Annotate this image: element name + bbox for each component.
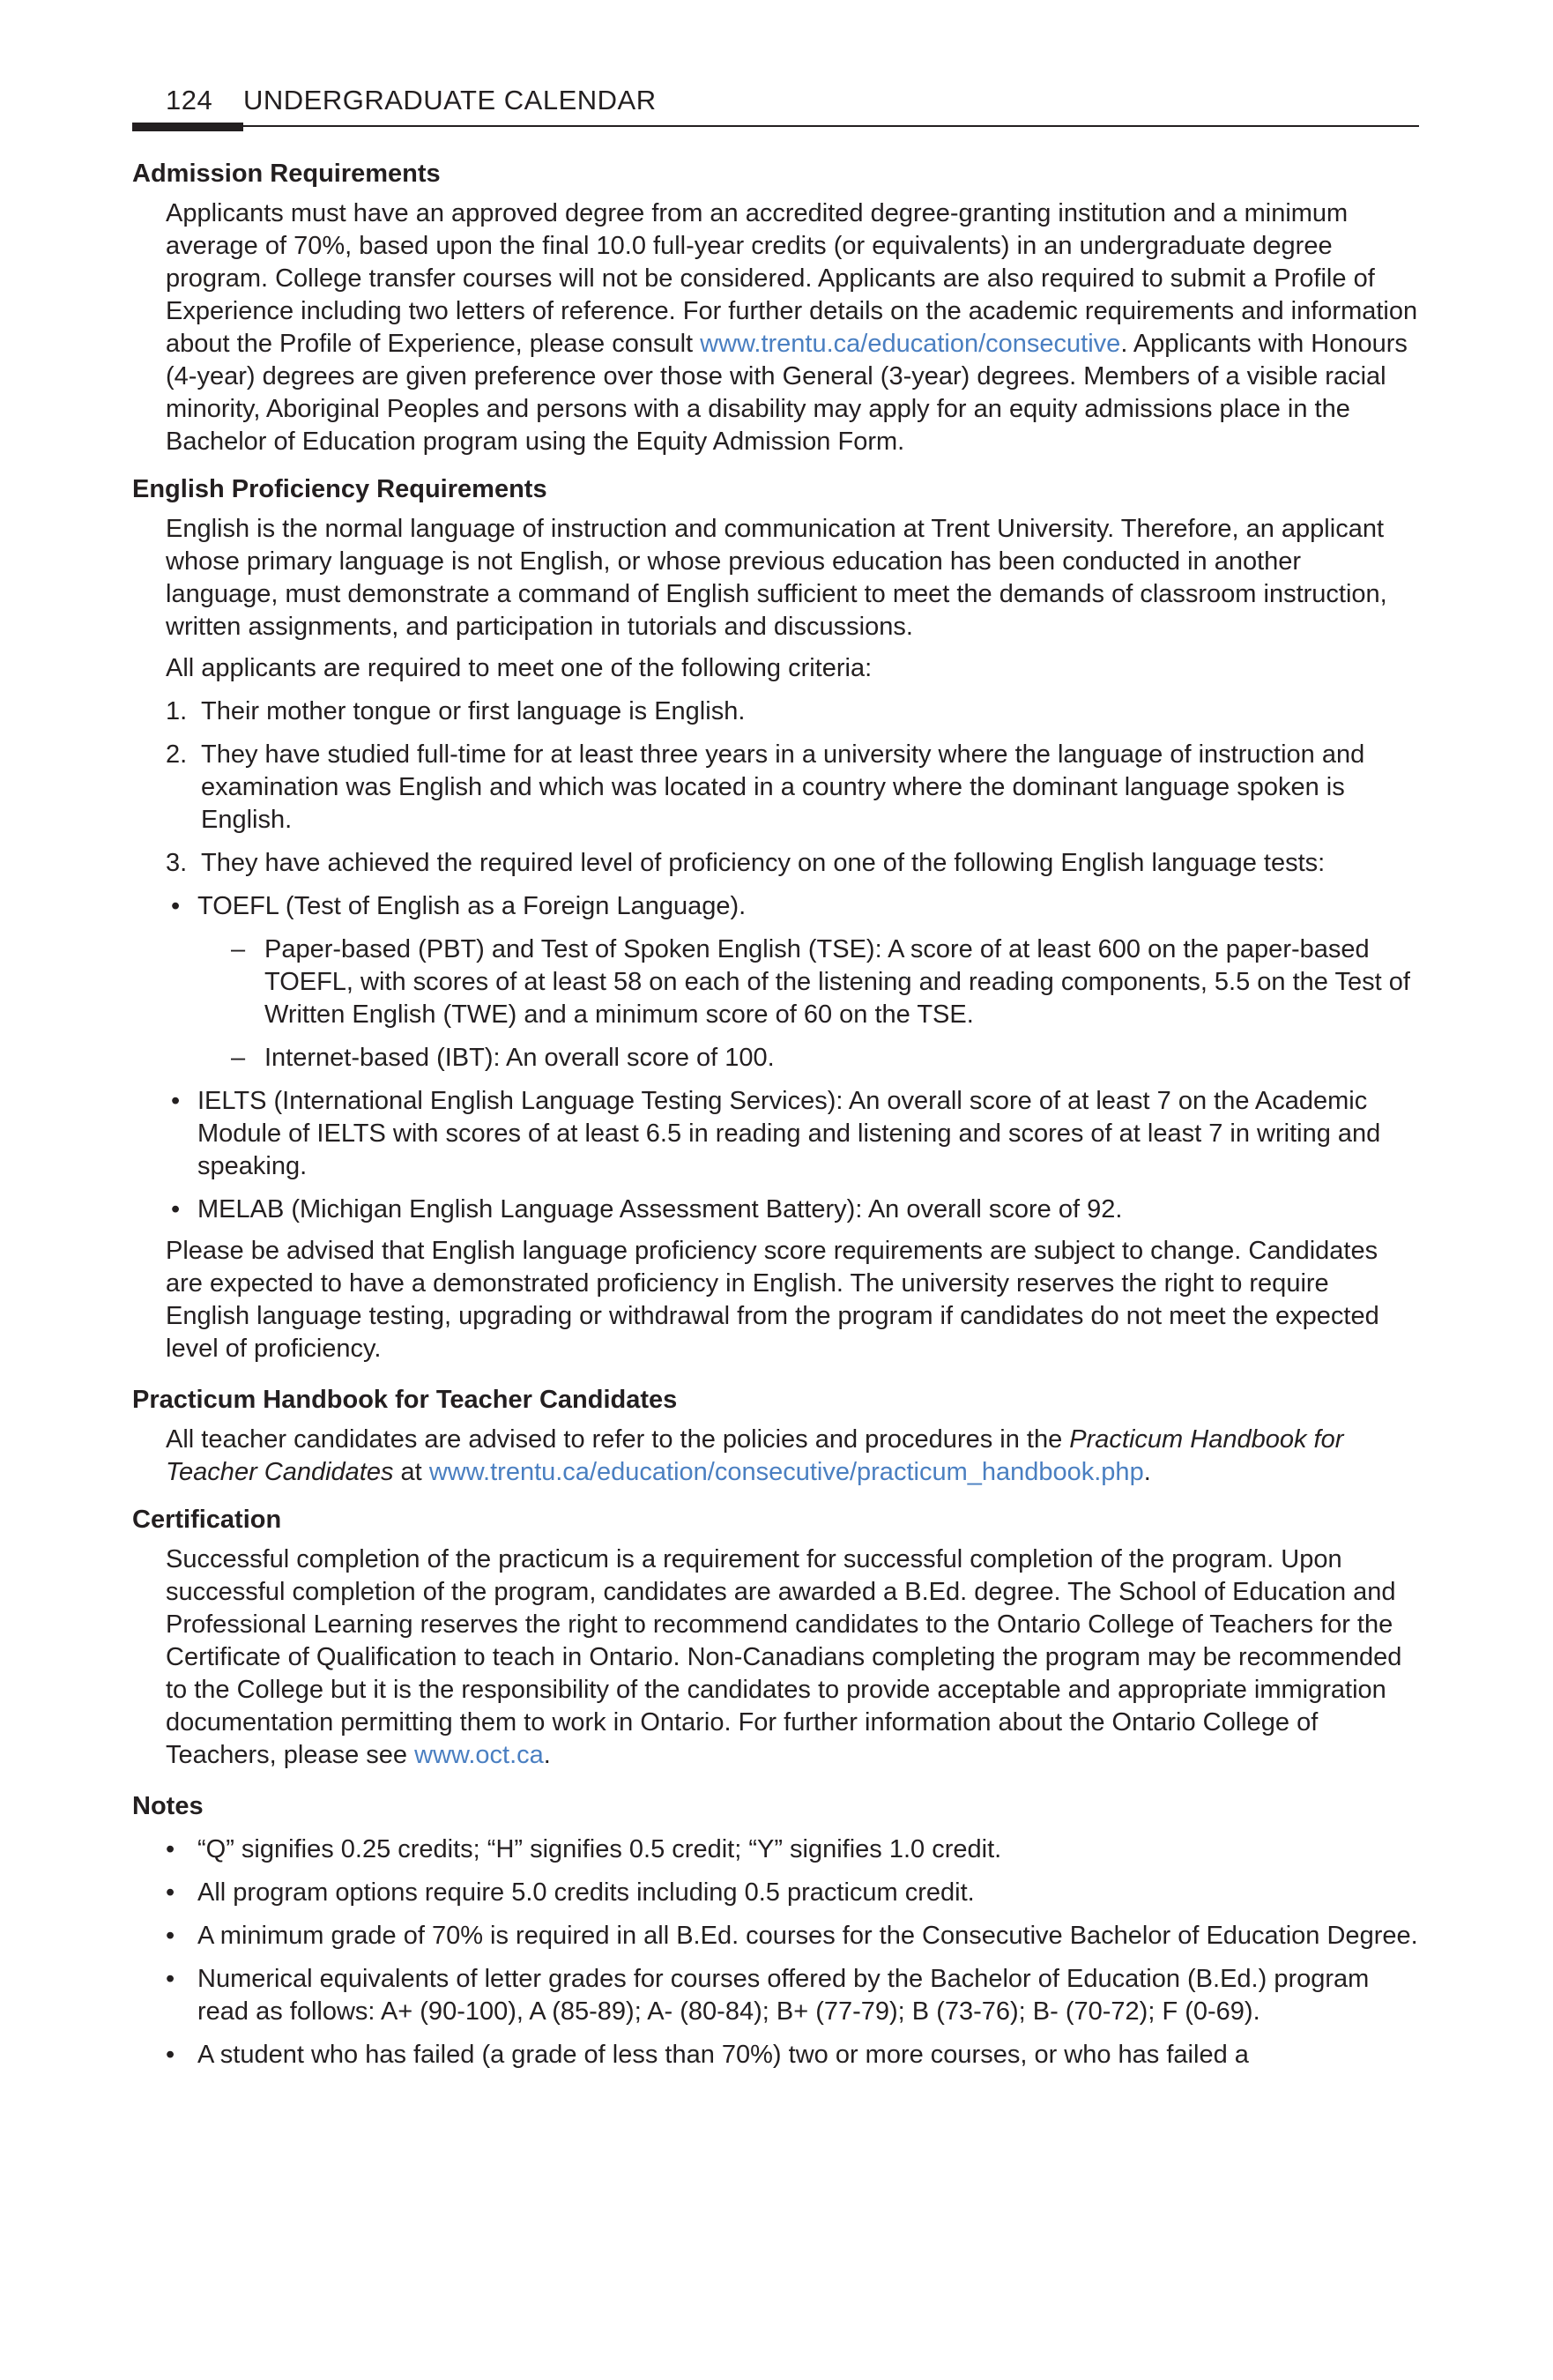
- bullet-icon: •: [166, 1922, 175, 1950]
- bullet-icon: •: [166, 1965, 175, 1993]
- dash-icon: –: [231, 935, 246, 963]
- english-paragraph-1: English is the normal language of instruction and communication at Trent University. Therefore, an applicant whose primary language is not English, or whose previous education has been conducted in another language, must demonstrate a command of English sufficient to meet the demands of classroom instruction, written assignments, and participation in tutorials and discussions.: [166, 515, 1387, 641]
- running-header: [132, 85, 1419, 122]
- note-item: [159, 1877, 1419, 1909]
- oct-link[interactable]: www.oct.ca: [414, 1741, 544, 1769]
- admission-heading: Admission Requirements: [132, 160, 441, 188]
- practicum-heading: Practicum Handbook for Teacher Candidates: [132, 1386, 678, 1414]
- admission-text-2: . Applicants with Honours (4-year) degrees are given preference over those with General (3-year) degrees. Members of a visible racial minority, Aboriginal Peoples and persons with a disability may apply for an equity admissions place in the Bachelor of Education program using the Equity Admission Form.: [166, 330, 1408, 456]
- bullet-icon: •: [166, 1878, 175, 1907]
- bullet-icon: •: [166, 1835, 175, 1863]
- toefl-pbt-item: [227, 933, 1419, 1031]
- practicum-handbook-link[interactable]: www.trentu.ca/education/consecutive/practicum_handbook.php: [428, 1458, 1144, 1486]
- note-item: [159, 1963, 1419, 2028]
- tests-list: [132, 890, 1419, 1226]
- english-paragraph-2: All applicants are required to meet one of the following criteria:: [166, 654, 873, 682]
- english-paragraph-3: Please be advised that English language proficiency score requirements are subject to change. Candidates are expected to have a demonstrated proficiency in English. The university reserves the right to require English language testing, upgrading or withdrawal from the program if candidates do not meet the expected level of proficiency.: [166, 1237, 1379, 1363]
- criteria-list: [132, 695, 1419, 880]
- practicum-handbook-title: Practicum Handbook for Teacher Candidates: [166, 1425, 1344, 1486]
- header-rule-block: [132, 123, 243, 131]
- bullet-icon: •: [171, 1087, 181, 1115]
- criteria-number: 2.: [166, 740, 188, 769]
- criteria-item: [166, 847, 1419, 880]
- criteria-item: [166, 695, 1419, 728]
- running-title: UNDERGRADUATE CALENDAR: [243, 85, 657, 115]
- note-item: [159, 2039, 1419, 2071]
- bullet-icon: •: [171, 892, 181, 920]
- admission-text-1: Applicants must have an approved degree from an accredited degree-granting institution and a minimum average of 70%, based upon the final 10.0 full-year credits (or equivalents) in an undergraduate degree program. College transfer courses will not be considered. Applicants are also required to submit a Profile of Experience including two letters of reference. For further details on the academic requirements and information about the Profile of Experience, please consult: [166, 199, 1418, 358]
- practicum-text-2: at: [393, 1458, 429, 1486]
- test-item-toefl: [166, 890, 1419, 1075]
- header-rule-line: [132, 125, 1419, 127]
- notes-heading: Notes: [132, 1792, 204, 1820]
- criteria-text: Their mother tongue or first language is English.: [201, 697, 746, 725]
- bullet-icon: •: [166, 2041, 175, 2069]
- note-text: A minimum grade of 70% is required in all B.Ed. courses for the Consecutive Bachelor of Education Degree.: [197, 1922, 1418, 1950]
- note-item: [159, 1833, 1419, 1866]
- criteria-text: They have achieved the required level of proficiency on one of the following English language tests:: [201, 849, 1326, 877]
- test-melab-text: MELAB (Michigan English Language Assessment Battery): An overall score of 92.: [197, 1195, 1123, 1223]
- note-text: Numerical equivalents of letter grades for courses offered by the Bachelor of Education (B.Ed.) program read as follows: A+ (90-100), A (85-89); A- (80-84); B+ (77-79); B (73-76); B- (70-72); F (0-69).: [197, 1965, 1370, 2026]
- page: [132, 85, 1419, 2071]
- practicum-paragraph: [132, 1424, 1419, 1489]
- header-rule: [132, 122, 1419, 134]
- consecutive-link[interactable]: www.trentu.ca/education/consecutive: [700, 330, 1121, 358]
- criteria-text: They have studied full-time for at least three years in a university where the language of instruction and examination was English and which was located in a country where the dominant language spoken is English.: [201, 740, 1365, 834]
- certification-text-2: .: [543, 1741, 551, 1769]
- test-ielts-text: IELTS (International English Language Testing Services): An overall score of at least 7 on the Academic Module of IELTS with scores of at least 6.5 in reading and listening and scores of at least 7 in writing and speaking.: [197, 1087, 1381, 1180]
- toefl-sublist: [197, 933, 1419, 1075]
- certification-heading: Certification: [132, 1506, 282, 1534]
- test-item-melab: [166, 1194, 1419, 1226]
- admission-paragraph: [132, 197, 1419, 458]
- practicum-text-1: All teacher candidates are advised to refer to the policies and procedures in the: [166, 1425, 1070, 1454]
- toefl-ibt-item: [227, 1042, 1419, 1075]
- certification-text-1: Successful completion of the practicum is a requirement for successful completion of the program. Upon successful completion of the program, candidates are awarded a B.Ed. degree. The School of Education and Professional Learning reserves the right to recommend candidates to the Ontario College of Teachers for the Certificate of Qualification to teach in Ontario. Non-Canadians completing the program may be recommended to the College but it is the responsibility of the candidates to provide acceptable and appropriate immigration documentation permitting them to work in Ontario. For further information about the Ontario College of Teachers, please see: [166, 1545, 1402, 1769]
- toefl-ibt-text: Internet-based (IBT): An overall score of 100.: [264, 1044, 775, 1072]
- notes-list: [132, 1833, 1419, 2071]
- certification-paragraph: [132, 1543, 1419, 1772]
- page-number: 124: [166, 85, 213, 115]
- note-text: All program options require 5.0 credits including 0.5 practicum credit.: [197, 1878, 975, 1907]
- practicum-text-3: .: [1143, 1458, 1151, 1486]
- dash-icon: –: [231, 1044, 246, 1072]
- note-item: [159, 1920, 1419, 1952]
- criteria-item: [166, 739, 1419, 837]
- bullet-icon: •: [171, 1195, 181, 1223]
- note-text: “Q” signifies 0.25 credits; “H” signifies 0.5 credit; “Y” signifies 1.0 credit.: [197, 1835, 1002, 1863]
- test-item-ielts: [166, 1085, 1419, 1183]
- criteria-number: 3.: [166, 849, 188, 877]
- english-heading: English Proficiency Requirements: [132, 475, 547, 503]
- toefl-pbt-text: Paper-based (PBT) and Test of Spoken English (TSE): A score of at least 600 on the paper-based TOEFL, with scores of at least 58 on each of the listening and reading components, 5.5 on the Test of Written English (TWE) and a minimum score of 60 on the TSE.: [264, 935, 1410, 1029]
- note-text: A student who has failed (a grade of less than 70%) two or more courses, or who has failed a: [197, 2041, 1249, 2069]
- test-toefl-text: TOEFL (Test of English as a Foreign Language).: [197, 892, 747, 920]
- criteria-number: 1.: [166, 697, 188, 725]
